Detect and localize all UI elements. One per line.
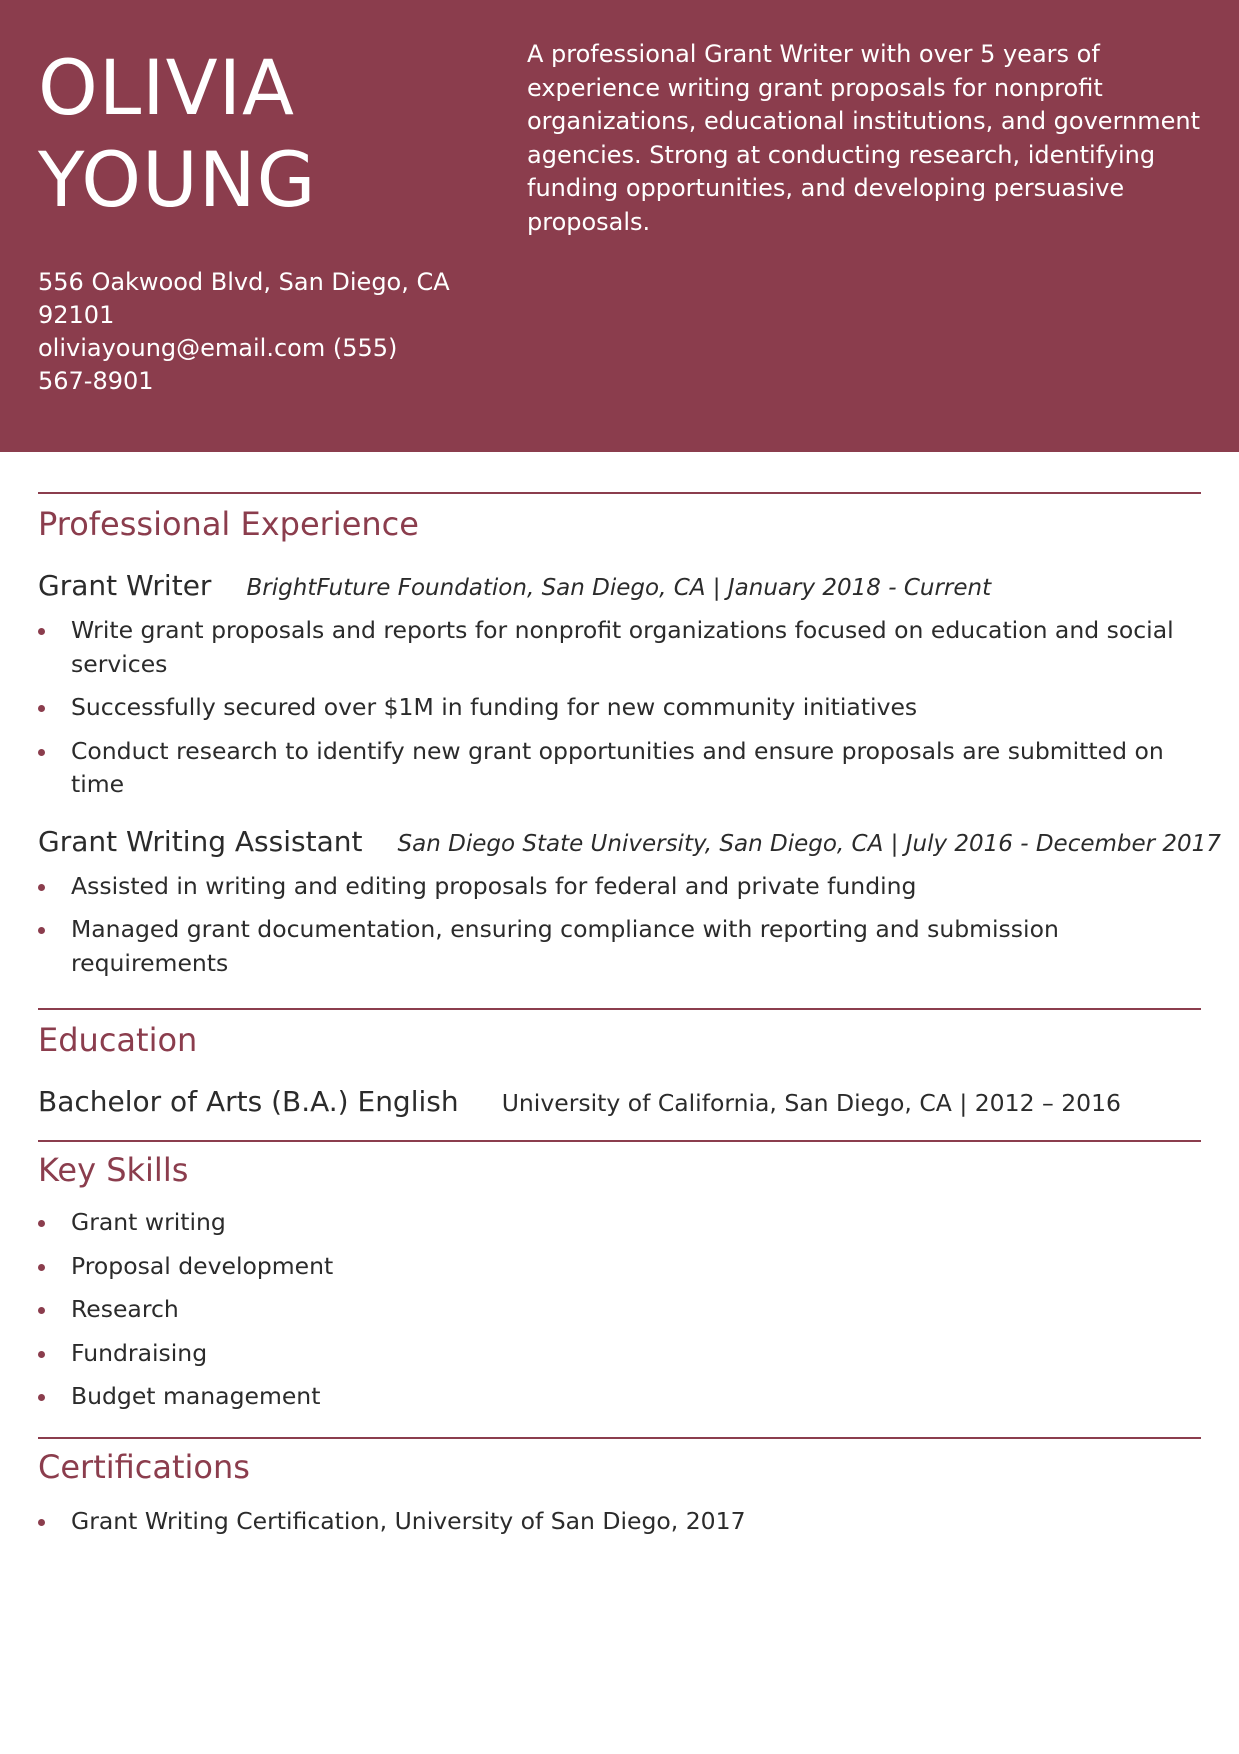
skills-list <box>38 1206 1201 1414</box>
education-section <box>38 1008 1201 1123</box>
section-title: Education <box>38 1021 198 1059</box>
resume-header <box>0 0 1239 452</box>
contact-info <box>38 266 458 398</box>
section-title: Key Skills <box>38 1151 189 1189</box>
list-item: Conduct research to identify new grant opportunities and ensure proposals are submitted on time <box>38 735 1201 802</box>
job-bullets <box>38 614 1201 802</box>
job-title: Grant Writing Assistant <box>38 824 363 858</box>
list-item: Managed grant documentation, ensuring compliance with reporting and submission requirements <box>38 913 1201 980</box>
job-header <box>38 566 1201 606</box>
skills-section <box>38 1140 1201 1414</box>
contact-line: 556 Oakwood Blvd, San Diego, CA <box>38 268 450 296</box>
list-item: Successfully secured over $1M in funding for new community initiatives <box>38 691 1201 725</box>
education-entry <box>38 1082 1201 1123</box>
list-item: Assisted in writing and editing proposals for federal and private funding <box>38 870 1201 904</box>
list-item: Research <box>38 1293 1201 1327</box>
degree: Bachelor of Arts (B.A.) English <box>38 1085 459 1118</box>
section-title: Certifications <box>38 1448 250 1486</box>
first-name: OLIVIA <box>38 43 295 132</box>
professional-summary: A professional Grant Writer with over 5 years of experience writing grant proposals for nonprofit organizations, educational institutions, and government agencies. Strong at conducting research, identifying funding opportunities, and developing persuasive proposals. <box>527 40 1200 236</box>
list-item: Fundraising <box>38 1337 1201 1371</box>
school: University of California, San Diego, CA | 2012 – 2016 <box>501 1089 1122 1117</box>
job-bullets <box>38 870 1201 981</box>
candidate-name <box>38 42 316 226</box>
job-header <box>38 822 1221 862</box>
experience-section <box>38 492 1221 980</box>
last-name: YOUNG <box>38 135 317 224</box>
section-title: Professional Experience <box>38 505 419 543</box>
contact-line: 92101 <box>38 301 115 329</box>
list-item: Grant Writing Certification, University of San Diego, 2017 <box>38 1505 1201 1539</box>
list-item: Budget management <box>38 1380 1201 1414</box>
certifications-section <box>38 1437 1201 1539</box>
list-item: Grant writing <box>38 1206 1201 1240</box>
contact-line: 567-8901 <box>38 367 154 395</box>
job-meta: San Diego State University, San Diego, CA | July 2016 - December 2017 <box>397 830 1221 857</box>
list-item: Write grant proposals and reports for nonprofit organizations focused on education and social services <box>38 614 1201 681</box>
job-title: Grant Writer <box>38 569 212 602</box>
list-item: Proposal development <box>38 1250 1201 1284</box>
contact-line: oliviayoung@email.com (555) <box>38 334 398 362</box>
certifications-list <box>38 1505 1201 1539</box>
job-meta: BrightFuture Foundation, San Diego, CA | January 2018 - Current <box>246 575 992 601</box>
